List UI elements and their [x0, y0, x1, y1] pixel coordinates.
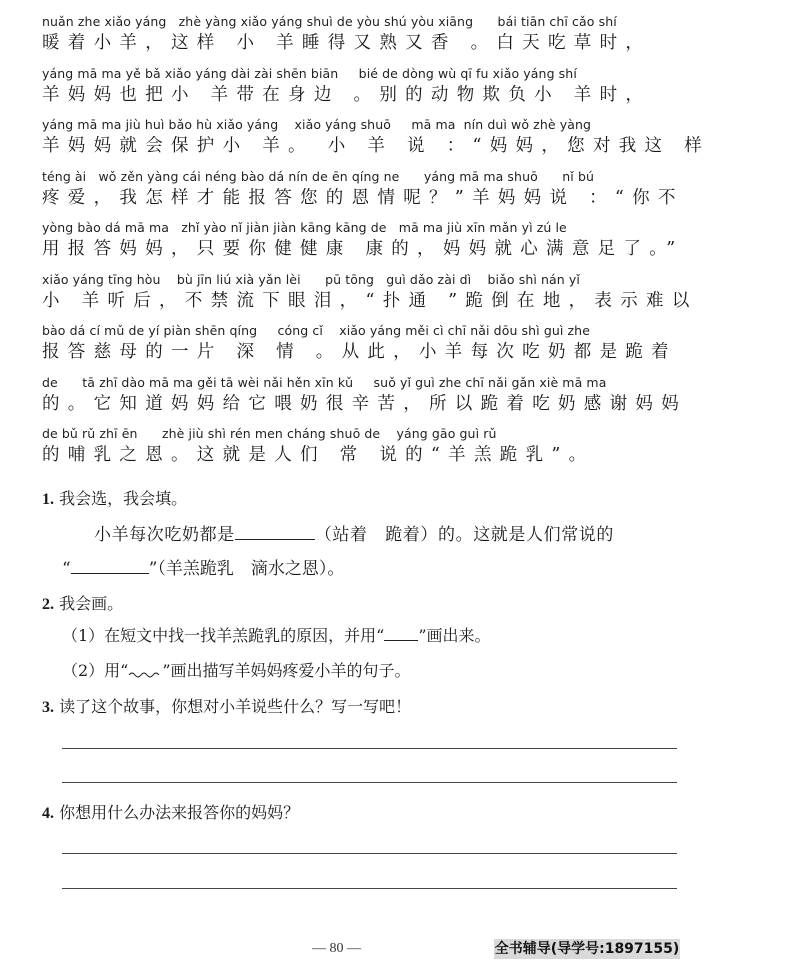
answer-line[interactable]: [62, 853, 677, 854]
hanzi-line: 羊妈妈也把小 羊带在身边 。别的动物欺负小 羊时，: [42, 84, 652, 105]
question-text: 我会画。: [54, 594, 124, 613]
hanzi-line: 羊妈妈就会保护小 羊。 小 羊 说 ：“妈妈，您对我这 样: [42, 136, 711, 156]
question-text: “: [62, 559, 71, 579]
question-text: （1）在短文中找一找羊羔跪乳的原因，并用“: [62, 626, 385, 645]
passage-line: [42, 270, 698, 322]
question-number: 2.: [42, 596, 54, 613]
question-4-title: [42, 800, 299, 823]
pinyin-line: yáng mā ma jiù huì bǎo hù xiǎo yáng xiǎo yáng shuō mā ma nín duì wǒ zhè yàng: [42, 117, 592, 132]
question-text: 读了这个故事，你想对小羊说些什么？写一写吧！: [54, 697, 412, 716]
passage-line: [42, 218, 692, 270]
pinyin-line: nuǎn zhe xiǎo yáng zhè yàng xiǎo yáng shuì de yòu shú yòu xiāng bái tiān chī cǎo shí: [42, 14, 617, 29]
hanzi-line: 暖着小羊，这样 小 羊睡得又熟又香 。白天吃草时，: [42, 33, 652, 53]
question-text: ”（羊羔跪乳 滴水之恩）。: [148, 559, 345, 579]
pinyin-line: yáng mā ma yě bǎ xiǎo yáng dài zài shēn biān bié de dòng wù qī fu xiǎo yáng shí: [42, 65, 577, 81]
question-text: ”画出来。: [418, 626, 491, 645]
question-1-line-1: [94, 520, 614, 545]
passage-line: [42, 64, 692, 116]
hanzi-line: 用报答妈妈，只要你健健康 康的，妈妈就心满意足了。”: [42, 239, 684, 259]
passage: [42, 12, 711, 476]
question-number: 1.: [42, 491, 54, 508]
passage-line: [42, 424, 692, 476]
hanzi-line: 报答慈母的一片 深 情 。从此，小羊每次吃奶都是跪着: [42, 342, 677, 362]
answer-line[interactable]: [62, 888, 677, 889]
question-2-item-1: [62, 623, 491, 646]
passage-line: [42, 115, 711, 167]
question-number: 4.: [42, 805, 54, 822]
question-text: 你想用什么办法来报答你的妈妈？: [54, 803, 300, 822]
pinyin-line: yòng bào dá mā ma zhǐ yào nǐ jiàn jiàn kāng kāng de mā ma jiù xīn mǎn yì zú le: [42, 220, 567, 235]
question-text: ”画出描写羊妈妈疼爱小羊的句子。: [162, 661, 411, 680]
pinyin-line: bào dá cí mǔ de yí piàn shēn qíng cóng cǐ xiǎo yáng měi cì chī nǎi dōu shì guì zhe: [42, 323, 590, 338]
brand-label: 全书辅导(导学号:1897155): [494, 941, 680, 957]
straight-underline-icon: [384, 627, 418, 641]
passage-line: [42, 12, 692, 64]
answer-line[interactable]: [62, 782, 677, 783]
question-2-title: [42, 591, 123, 614]
answer-line[interactable]: [62, 748, 677, 749]
question-text: 我会选，我会填。: [54, 489, 188, 508]
pinyin-line: de tā zhī dào mā ma gěi tā wèi nǎi hěn xīn kǔ suǒ yǐ guì zhe chī nǎi gǎn xiè mā ma: [42, 374, 607, 390]
passage-line: [42, 373, 692, 425]
question-1-title: [42, 486, 187, 509]
answer-blank[interactable]: [71, 558, 149, 574]
answer-blank[interactable]: [235, 524, 315, 540]
passage-line: [42, 167, 692, 219]
pinyin-line: de bǔ rǔ zhī ēn zhè jiù shì rén men cháng shuō de yáng gāo guì rǔ: [42, 426, 497, 441]
hanzi-line: 疼爱，我怎样才能报答您的恩情呢？”羊妈妈说 ：“你不: [42, 187, 684, 208]
hanzi-line: 的。它知道妈妈给它喂奶很辛苦，所以跪着吃奶感谢妈妈: [42, 393, 687, 414]
wavy-underline-icon: [128, 666, 162, 678]
question-text: （站着 跪着）的。这就是人们常说的: [314, 525, 615, 545]
question-text: （2）用“: [62, 661, 129, 680]
question-2-item-2: [62, 658, 411, 681]
question-text: 小羊每次吃奶都是: [94, 525, 235, 545]
passage-line: [42, 321, 692, 373]
question-number: 3.: [42, 699, 54, 716]
pinyin-line: téng ài wǒ zěn yàng cái néng bào dá nín de ēn qíng ne yáng mā ma shuō nǐ bú: [42, 168, 595, 184]
question-1-line-2: [62, 554, 344, 579]
page-number: — 80 —: [312, 941, 361, 956]
hanzi-line: 小 羊听后，不禁流下眼泪，“扑通 ”跪倒在地，表示难以: [42, 290, 698, 311]
pinyin-line: xiǎo yáng tīng hòu bù jīn liú xià yǎn lèi pū tōng guì dǎo zài dì biǎo shì nán yǐ: [42, 271, 580, 287]
question-3-title: [42, 694, 411, 717]
hanzi-line: 的哺乳之恩。这就是人们 常 说的“羊羔跪乳”。: [42, 445, 595, 465]
